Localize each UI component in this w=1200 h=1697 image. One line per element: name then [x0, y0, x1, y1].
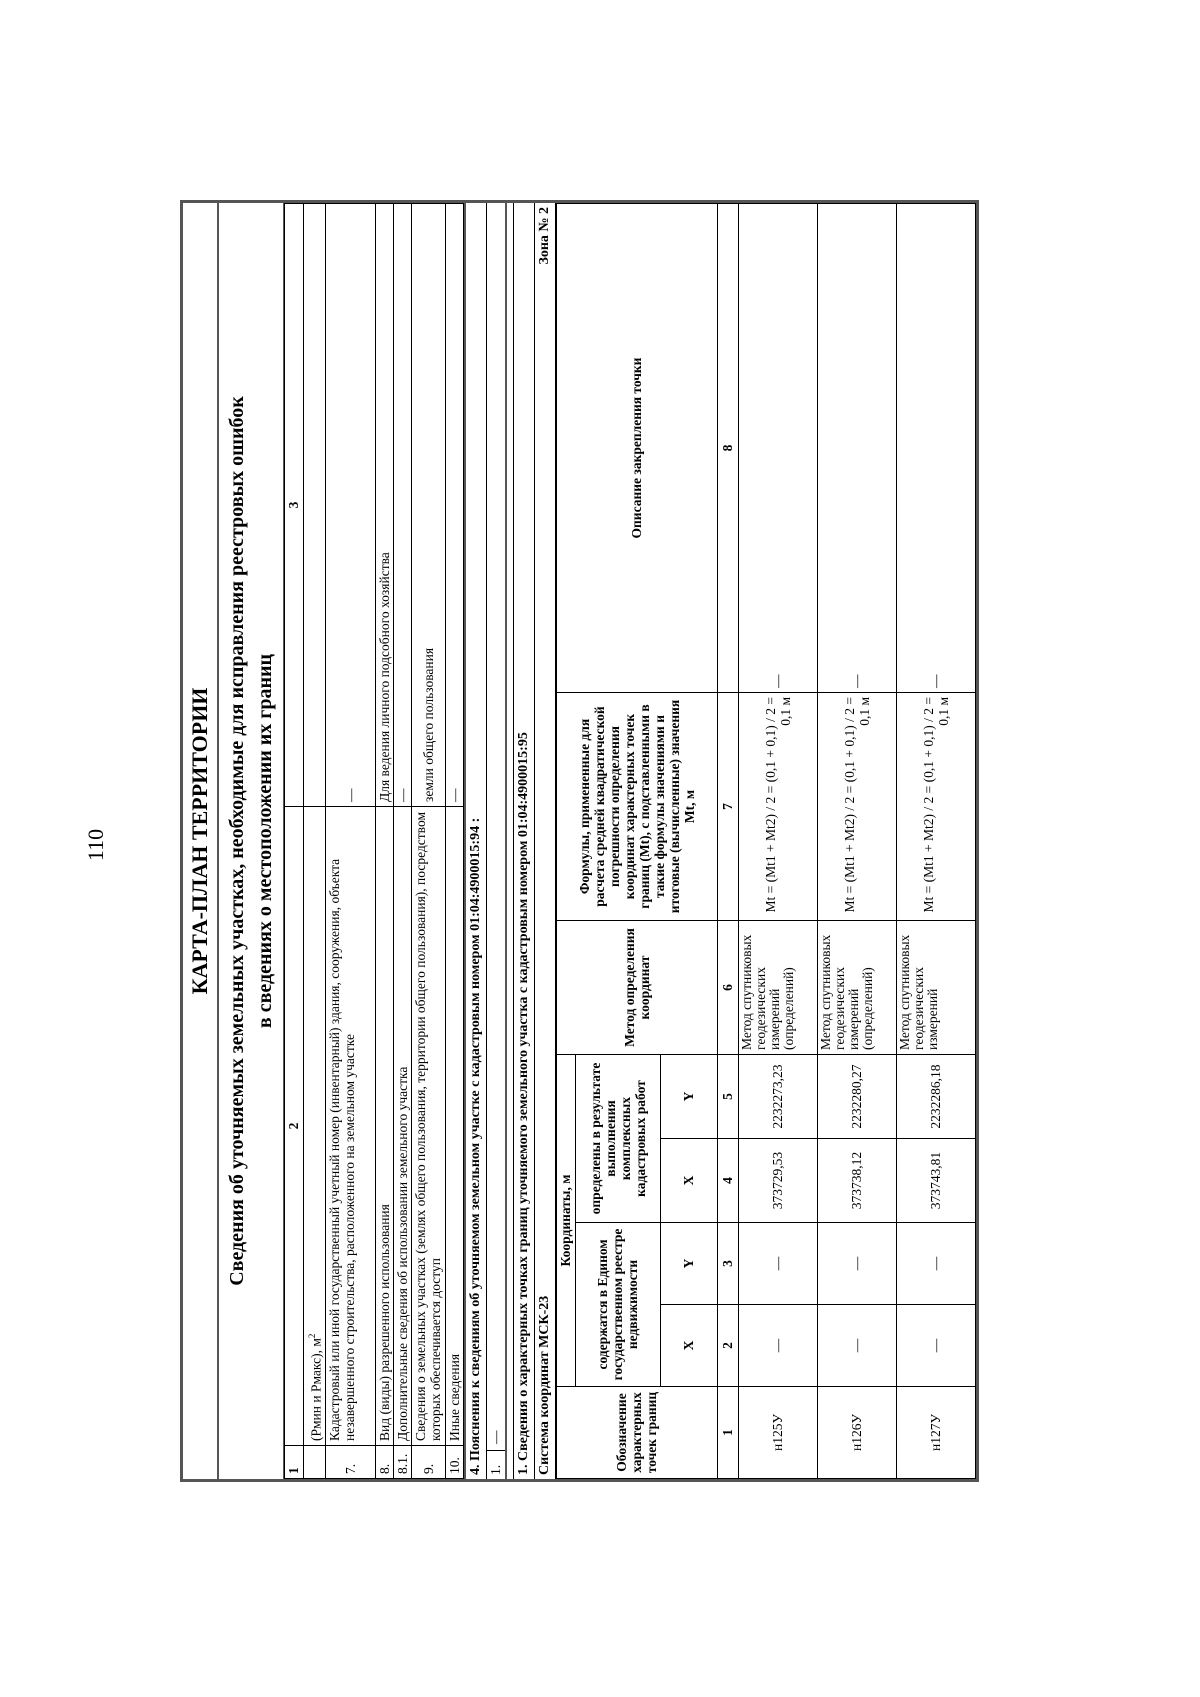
row-number: 7. — [325, 1446, 375, 1479]
point-designation: н125У — [738, 1387, 817, 1479]
egrn-x: — — [896, 1305, 975, 1387]
row-value: Для ведения личного подсобного хозяйства — [375, 204, 393, 807]
row-label: (Рмин и Рмакс), $м^2$ — [304, 807, 326, 1446]
header-kkr-x: X — [660, 1139, 717, 1223]
egrn-y: — — [896, 1223, 975, 1305]
table-row — [411, 204, 445, 1479]
header-designation: Обозначение характерных точек границ — [556, 1387, 717, 1479]
row-number: 9. — [411, 1446, 445, 1479]
formula: Mt = (Mt1 + Mt2) / 2 = (0,1 + 0,1) / 2 = 0,1 м — [738, 693, 817, 921]
row-label: Дополнительные сведения об использовании земельного участка — [393, 807, 411, 1446]
coordinate-system-row — [535, 203, 556, 1479]
header-formula: Формулы, примененные для расчета средней квадратической погрешности определения координат характерных точек границ (Мt), с подставленными в такие формулы значениями и итоговые (вычисленные) значения Мt, м — [556, 693, 717, 921]
row-value: — — [445, 204, 463, 807]
column-index: 6 — [717, 921, 738, 1055]
row-number — [304, 1446, 326, 1479]
row-number: 10. — [445, 1446, 463, 1479]
header-egrn: содержатся в Едином государственном реестре недвижимости — [575, 1223, 660, 1387]
header-method: Метод определения координат — [556, 921, 717, 1055]
column-index: 1 — [717, 1387, 738, 1479]
point-designation: н126У — [817, 1387, 896, 1479]
method: Метод спутниковых геодезических измерений (определений) — [738, 921, 817, 1055]
coord-x: 373743,81 — [896, 1139, 975, 1223]
row-value: — — [325, 204, 375, 807]
table-row — [325, 204, 375, 1479]
method: Метод спутниковых геодезических измерений — [896, 921, 975, 1055]
section-4-heading: 4. Пояснения к сведениям об уточняемом земельном участке с кадастровым номером 01:04:4900015:94 : — [464, 203, 487, 1479]
point-description: — — [738, 204, 817, 693]
page-number: 110 — [83, 828, 109, 862]
row-label: Вид (виды) разрешенного использования — [375, 807, 393, 1446]
column-index: 3 — [717, 1223, 738, 1305]
column-index: 7 — [717, 693, 738, 921]
header-egrn-y: Y — [660, 1223, 717, 1305]
column-index: 5 — [717, 1055, 738, 1139]
row-number: 1. — [487, 1450, 505, 1479]
row-label: Иные сведения — [445, 807, 463, 1446]
section-1-heading: 1. Сведения о характерных точках границ уточняемого земельного участка с кадастровым номером 01:04:4900015:95 — [514, 203, 535, 1479]
coordinate-system-label: Система координат МСК-23 — [536, 1295, 552, 1475]
subtitle-line-2: в сведениях о местоположении их границ — [254, 653, 276, 1029]
parcel-info-table — [284, 203, 464, 1479]
point-description: — — [896, 204, 975, 693]
section-4-row — [487, 203, 507, 1479]
egrn-x: — — [738, 1305, 817, 1387]
map-plan-sheet — [180, 200, 1048, 1482]
header-coordinates: Координаты, м — [556, 1055, 575, 1387]
egrn-y: — — [738, 1223, 817, 1305]
row-number: 8. — [375, 1446, 393, 1479]
table-row — [445, 204, 463, 1479]
coord-y: 2232286,18 — [896, 1055, 975, 1139]
point-description: — — [817, 204, 896, 693]
document-title: КАРТА-ПЛАН ТЕРРИТОРИИ — [183, 203, 219, 1479]
header-cell-2: 2 — [285, 807, 304, 1446]
header-description: Описание закрепления точки — [556, 204, 717, 693]
coord-y: 2232273,23 — [738, 1055, 817, 1139]
spacer — [507, 203, 514, 1479]
egrn-y: — — [817, 1223, 896, 1305]
row-value: — — [393, 204, 411, 807]
header-kkr-y: Y — [660, 1055, 717, 1139]
row-label: Кадастровый или иной государственный учетный номер (инвентарный) здания, сооружения, объекта незавершенного строительства, расположенного на земельном участке — [325, 807, 375, 1446]
coord-x: 373729,53 — [738, 1139, 817, 1223]
header-kkr: определены в результате выполнения комплексных кадастровых работ — [575, 1055, 660, 1223]
coord-y: 2232280,27 — [817, 1055, 896, 1139]
header-cell-1: 1 — [285, 1446, 304, 1479]
column-index: 4 — [717, 1139, 738, 1223]
column-index-row — [717, 204, 738, 1479]
point-designation: н127У — [896, 1387, 975, 1479]
table-row — [738, 204, 817, 1479]
table-row — [393, 204, 411, 1479]
column-index: 2 — [717, 1305, 738, 1387]
row-value: — — [487, 1430, 503, 1444]
section-subtitle — [219, 203, 284, 1479]
row-value: земли общего пользования — [411, 204, 445, 807]
row-number: 8.1. — [393, 1446, 411, 1479]
header-cell-3: 3 — [285, 204, 304, 807]
header-egrn-x: X — [660, 1305, 717, 1387]
table-row — [817, 204, 896, 1479]
row-value — [304, 204, 326, 807]
egrn-x: — — [817, 1305, 896, 1387]
row-label: Сведения о земельных участках (землях общего пользования, территории общего пользования), посредством которых обеспечивается доступ — [411, 807, 445, 1446]
table-header-row — [556, 204, 575, 1479]
table-row — [375, 204, 393, 1479]
table-row — [896, 204, 975, 1479]
coord-x: 373738,12 — [817, 1139, 896, 1223]
subtitle-line-1: Сведения об уточняемых земельных участках, необходимые для исправления реестровых ошибок — [226, 396, 248, 1286]
zone-label: Зона № 2 — [536, 207, 552, 265]
formula: Mt = (Mt1 + Mt2) / 2 = (0,1 + 0,1) / 2 = 0,1 м — [896, 693, 975, 921]
formula: Mt = (Mt1 + Mt2) / 2 = (0,1 + 0,1) / 2 = 0,1 м — [817, 693, 896, 921]
method: Метод спутниковых геодезических измерений (определений) — [817, 921, 896, 1055]
document-frame — [180, 200, 979, 1482]
table-row — [304, 204, 326, 1479]
boundary-points-table — [556, 203, 976, 1479]
column-index: 8 — [717, 204, 738, 693]
table-header-row — [285, 204, 304, 1479]
